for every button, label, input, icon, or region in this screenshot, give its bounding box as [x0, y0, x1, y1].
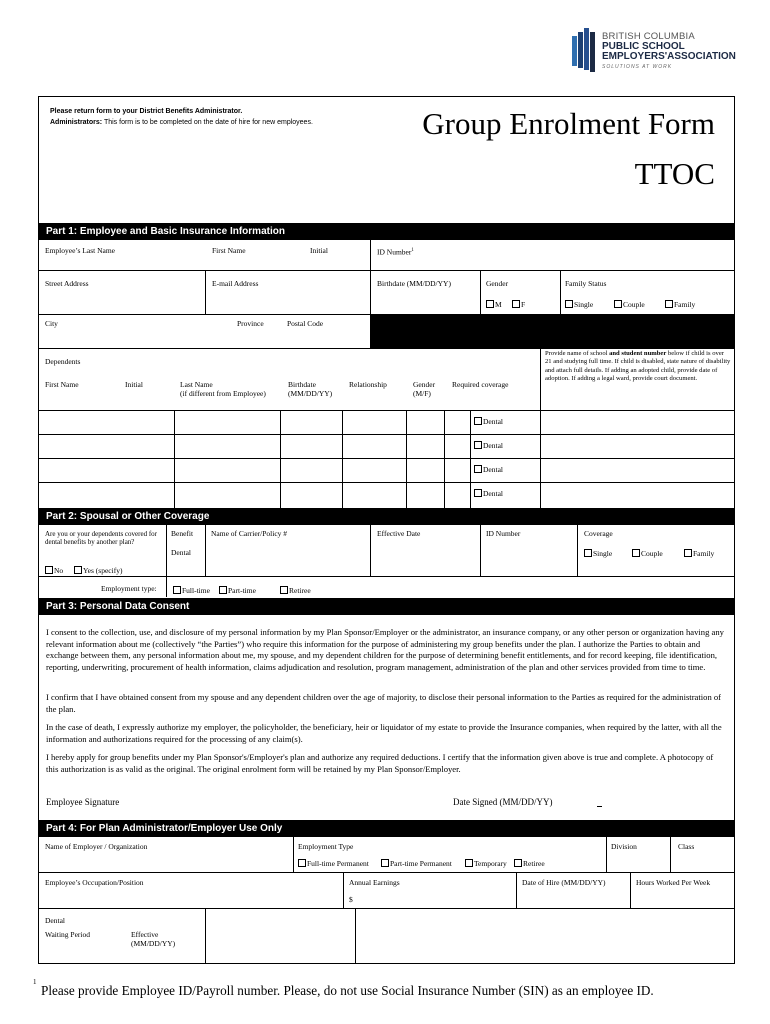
label-p4-employment-type: Employment Type: [298, 842, 354, 851]
header-instructions: [50, 106, 320, 128]
date-signed-field[interactable]: [597, 806, 602, 807]
checkbox-p4-retiree[interactable]: Retiree: [514, 859, 545, 868]
checkbox-retiree[interactable]: Retiree: [280, 586, 311, 595]
part4-heading: Part 4: For Plan Administrator/Employer Use Only: [38, 820, 735, 837]
signature-field[interactable]: [130, 795, 410, 808]
label-p2-id-number: ID Number: [486, 529, 521, 538]
checkbox-dep2-dental[interactable]: Dental: [474, 441, 503, 450]
footnote-text: Please provide Employee ID/Payroll number. Please, do not use Social Insurance Number (SIN) as an employee ID.: [41, 983, 654, 998]
label-dep-last: Last Name: [180, 380, 213, 389]
checkbox-temporary[interactable]: Temporary: [465, 859, 507, 868]
checkbox-dep1-dental[interactable]: Dental: [474, 417, 503, 426]
label-class: Class: [678, 842, 695, 851]
consent-paragraph-3: In the case of death, I expressly authorize my employer, the policyholder, the beneficiary, heir or liquidator of my estate to provide the Insurance companies, when required by the latter, with all the information and authorizations required for the processing of any claim(s).: [46, 722, 722, 744]
checkbox-ft-permanent[interactable]: Full-time Permanent: [298, 859, 369, 868]
part2-question: Are you or your dependents covered for dental benefits by another plan?: [45, 530, 157, 547]
checkbox-other-plan-yes[interactable]: Yes (specify): [74, 566, 122, 575]
label-carrier: Name of Carrier/Policy #: [211, 529, 288, 538]
checkbox-p2-single[interactable]: Single: [584, 549, 612, 558]
label-birthdate: Birthdate (MM/DD/YY): [377, 279, 451, 288]
logo-line-3: EMPLOYERS'ASSOCIATION: [602, 51, 736, 62]
label-dep-birth-fmt: (MM/DD/YY): [288, 389, 333, 398]
label-city: City: [45, 319, 58, 328]
label-family-status: Family Status: [565, 279, 607, 288]
part3-heading: Part 3: Personal Data Consent: [38, 598, 735, 615]
checkbox-dep3-dental[interactable]: Dental: [474, 465, 503, 474]
label-province: Province: [237, 319, 264, 328]
label-first-name: First Name: [212, 246, 246, 255]
checkbox-other-plan-no[interactable]: No: [45, 566, 63, 575]
checkbox-p2-couple[interactable]: Couple: [632, 549, 663, 558]
part1-heading: Part 1: Employee and Basic Insurance Information: [38, 223, 735, 240]
checkbox-couple[interactable]: Couple: [614, 300, 645, 309]
label-p4-dental: Dental: [45, 916, 65, 925]
label-hours-worked: Hours Worked Per Week: [636, 878, 711, 887]
checkbox-part-time[interactable]: Part-time: [219, 586, 256, 595]
input-employee-name[interactable]: [45, 256, 365, 268]
input-id-number[interactable]: [376, 256, 731, 268]
label-id-number: ID Number$^1$: [377, 247, 414, 257]
label-annual-earnings: Annual Earnings: [349, 878, 400, 887]
shaded-block: [370, 314, 735, 348]
checkbox-p2-family[interactable]: Family: [684, 549, 714, 558]
checkbox-pt-permanent[interactable]: Part-time Permanent: [381, 859, 452, 868]
label-employer: Name of Employer / Organization: [45, 842, 148, 851]
label-dep-required: Required coverage: [452, 380, 509, 389]
instruction-admin-label: Administrators:: [50, 119, 103, 126]
label-email: E-mail Address: [212, 279, 259, 288]
logo-line-2: PUBLIC SCHOOL: [602, 41, 685, 52]
label-postal-code: Postal Code: [287, 319, 324, 328]
label-signature: Employee Signature: [46, 797, 120, 807]
label-dollar-sign: $: [349, 895, 353, 904]
footnote-mark: 1: [33, 978, 37, 986]
logo-line-1: BRITISH COLUMBIA: [602, 31, 695, 42]
label-date-signed: Date Signed (MM/DD/YY): [453, 797, 553, 807]
checkbox-single[interactable]: Single: [565, 300, 593, 309]
checkbox-family[interactable]: Family: [665, 300, 695, 309]
label-dependents: Dependents: [45, 357, 81, 366]
label-dep-gender: Gender: [413, 380, 436, 389]
label-dep-initial: Initial: [125, 380, 143, 389]
label-dep-last-note: (if different from Employee): [180, 389, 266, 398]
consent-paragraph-2: I confirm that I have obtained consent from my spouse and any dependent children over the age of majority, to disclose their personal information to the Parties as required for the administration of the plan.: [46, 692, 722, 714]
instruction-title: Please return form to your District Benefits Administrator.: [50, 108, 243, 115]
label-date-of-hire: Date of Hire (MM/DD/YY): [522, 878, 606, 887]
checkbox-full-time[interactable]: Full-time: [173, 586, 210, 595]
label-gender: Gender: [486, 279, 509, 288]
label-occupation: Employee’s Occupation/Position: [45, 878, 144, 887]
label-dep-birth: Birthdate: [288, 380, 316, 389]
dependents-note: Provide name of school and student number below if child is over 21 and studying full time. If child is disabled, state nature of disability and attach full details. If adding an adopted child, provide date of adoption. If adding a legal ward, provide court document.: [545, 350, 731, 383]
checkbox-dep4-dental[interactable]: Dental: [474, 489, 503, 498]
label-coverage: Coverage: [584, 529, 613, 538]
checkbox-gender-f[interactable]: F: [512, 300, 525, 309]
checkbox-gender-m[interactable]: M: [486, 300, 502, 309]
logo-mark-icon: [572, 28, 598, 72]
label-waiting-period: Waiting Period: [45, 930, 91, 939]
part2-heading: Part 2: Spousal or Other Coverage: [38, 508, 735, 525]
label-initial: Initial: [310, 246, 328, 255]
logo-tagline: SOLUTIONS AT WORK: [602, 64, 673, 70]
label-division: Division: [611, 842, 637, 851]
label-effective-date: Effective Date: [377, 529, 421, 538]
label-last-name: Employee’s Last Name: [45, 246, 115, 255]
label-benefit-dental: Dental: [171, 548, 191, 557]
page-title: Group Enrolment Form: [422, 106, 715, 141]
label-dep-gender-fmt: (M/F): [413, 389, 431, 398]
instruction-admin-text: This form is to be completed on the date of hire for new employees.: [103, 119, 313, 126]
consent-paragraph-1: I consent to the collection, use, and disclosure of my personal information by my Plan Sponsor/Employer or the administrator, an insurance company, or any other person or organization having any relevant information about me (collectively “the Parties”) who require this information for the purpose of administering my group benefits under the plan. I authorize the Parties to obtain and exchange between them, any personal information about me, my spouse, and my dependent children for the purpose of determining benefit entitlements, and for record keeping, file identification, reporting, underwriting, procurement of health information, claims adjudication and resolution, program management, administration of the plan and other services provided from time to time.: [46, 627, 724, 672]
consent-paragraph-4: I hereby apply for group benefits under my Plan Sponsor's/Employer's plan and authorize any required deductions. I certify that the information given above is true and complete. A photocopy of this authorization is as valid as the original. The original enrolment form will be retained by my Plan Sponsor/Employer.: [46, 752, 714, 774]
page-subtitle: TTOC: [634, 156, 715, 191]
label-dep-first: First Name: [45, 380, 79, 389]
label-employment-type: Employment type:: [101, 584, 157, 593]
bcpsea-logo: [572, 26, 752, 74]
label-street: Street Address: [45, 279, 89, 288]
label-effective: Effective: [131, 930, 159, 939]
label-effective-fmt: (MM/DD/YY): [131, 939, 176, 948]
label-benefit: Benefit: [171, 529, 194, 538]
label-dep-relationship: Relationship: [349, 380, 387, 389]
id-footnote-mark: 1: [411, 248, 414, 253]
